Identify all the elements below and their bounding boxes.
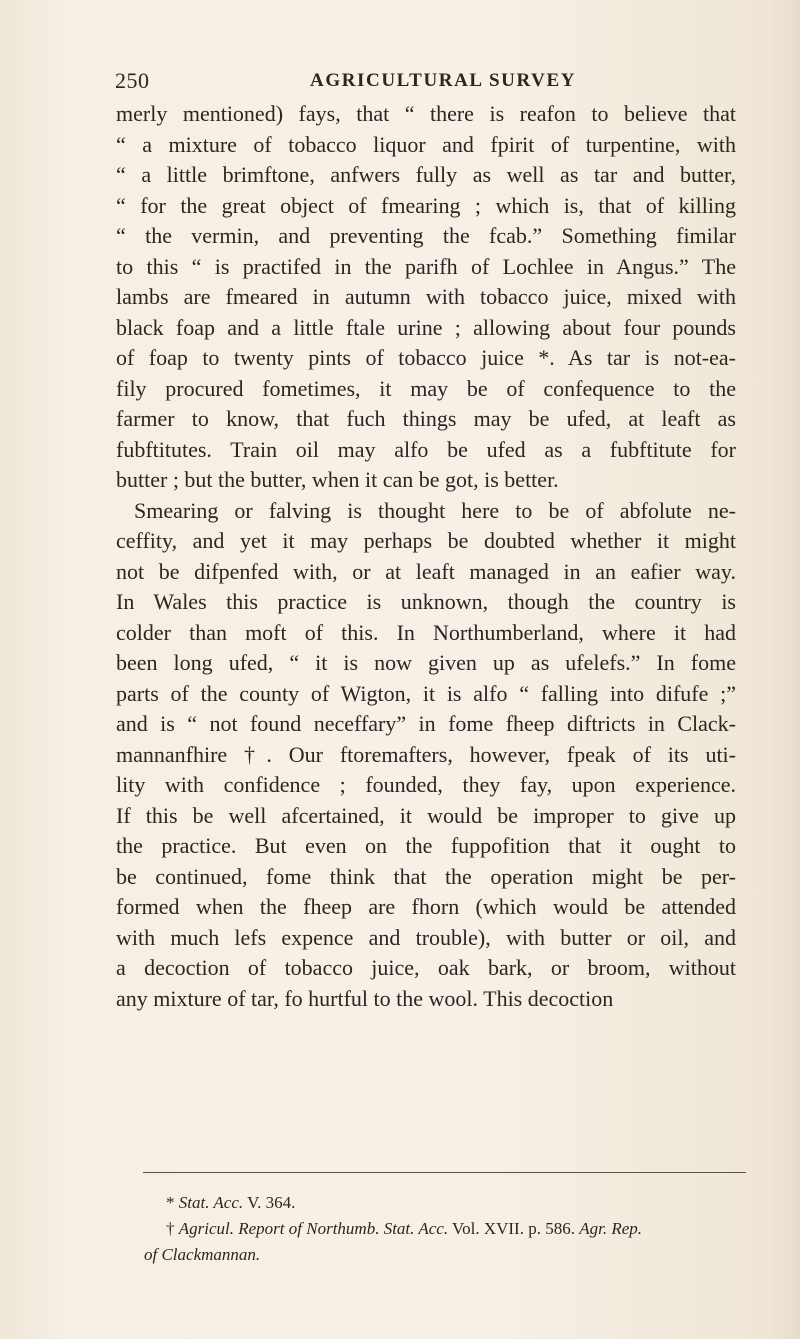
text-line: a decoction of tobacco juice, oak bark, or broom, without: [116, 955, 736, 980]
text-line: If this be well afcertained, it would be improper to give up: [116, 802, 736, 828]
text-line: lambs are fmeared in autumn with tobacco juice, mixed with: [116, 284, 736, 309]
text-line: and is “ not found neceffary” in fome fheep diftricts in Clack-: [116, 711, 736, 736]
footnote-source: Stat. Acc.: [178, 1193, 244, 1212]
footnote-mark: *: [166, 1193, 175, 1212]
text-line: mannanfhire †. Our ftoremafters, however, fpeak of its uti-: [116, 741, 736, 767]
text-line: with much lefs expence and trouble), with butter or oil, and: [116, 924, 736, 950]
text-line: to this “ is practifed in the parifh of Lochlee in Angus.” The: [116, 253, 736, 279]
text-line: “ a mixture of tobacco liquor and fpirit of turpentine, with: [116, 131, 736, 157]
text-line: Smearing or falving is thought here to be of abfolute ne-: [134, 497, 736, 523]
text-line: “ for the great object of fmearing ; which is, that of killing: [116, 192, 736, 218]
footnote-source: Agricul. Report of Northumb.: [178, 1219, 380, 1238]
text-line: fily procured fometimes, it may be of confequence to the: [116, 375, 736, 401]
text-line: be continued, fome think that the operation might be per-: [116, 863, 736, 889]
footnote-source: Agr. Rep.: [579, 1219, 643, 1238]
text-line: the practice. But even on the fuppofition that it ought to: [116, 833, 736, 858]
footnote-2-continuation: of Clackmannan.: [144, 1245, 261, 1264]
page-number: 250: [115, 68, 150, 93]
text-line: In Wales this practice is unknown, though the country is: [116, 589, 736, 614]
text-line: of foap to twenty pints of tobacco juice *. As tar is not-ea-: [116, 345, 736, 370]
footnote-source: Stat. Acc.: [383, 1219, 449, 1238]
text-line: “ the vermin, and preventing the fcab.” Something fimilar: [116, 223, 736, 248]
footnote-1: [166, 1190, 756, 1216]
footnote-2: [166, 1216, 756, 1242]
text-line: any mixture of tar, fo hurtful to the wool. This decoction: [116, 985, 614, 1011]
text-line: farmer to know, that fuch things may be ufed, at leaft as: [116, 406, 736, 431]
text-line: lity with confidence ; founded, they fay, upon experience.: [116, 772, 736, 797]
text-line: formed when the fheep are fhorn (which would be attended: [116, 894, 736, 919]
text-line: been long ufed, “ it is now given up as ufelefs.” In fome: [116, 650, 736, 675]
footnote-ref: V. 364.: [247, 1193, 296, 1212]
text-line: colder than moft of this. In Northumberland, where it had: [116, 619, 736, 645]
text-line: merly mentioned) fays, that “ there is reafon to believe that: [116, 101, 736, 126]
footnote-divider: [143, 1172, 746, 1173]
page-header: [115, 68, 740, 98]
footnote-mark: †: [166, 1219, 175, 1238]
text-line: black foap and a little ftale urine ; allowing about four pounds: [116, 314, 736, 340]
text-line: “ a little brimftone, anfwers fully as well as tar and butter,: [116, 162, 736, 187]
footnotes: [144, 1190, 756, 1268]
text-line: ceffity, and yet it may perhaps be doubted whether it might: [116, 528, 736, 553]
text-line: not be difpenfed with, or at leaft managed in an eafier way.: [116, 558, 736, 584]
body-text: [116, 99, 736, 1014]
text-line: parts of the county of Wigton, it is alfo “ falling into difufe ;”: [116, 680, 736, 706]
running-head: AGRICULTURAL SURVEY: [310, 70, 577, 91]
footnote-ref: Vol. XVII. p. 586.: [452, 1219, 575, 1238]
text-line: fubftitutes. Train oil may alfo be ufed as a fubftitute for: [116, 436, 736, 462]
text-line: butter ; but the butter, when it can be got, is better.: [116, 467, 559, 492]
